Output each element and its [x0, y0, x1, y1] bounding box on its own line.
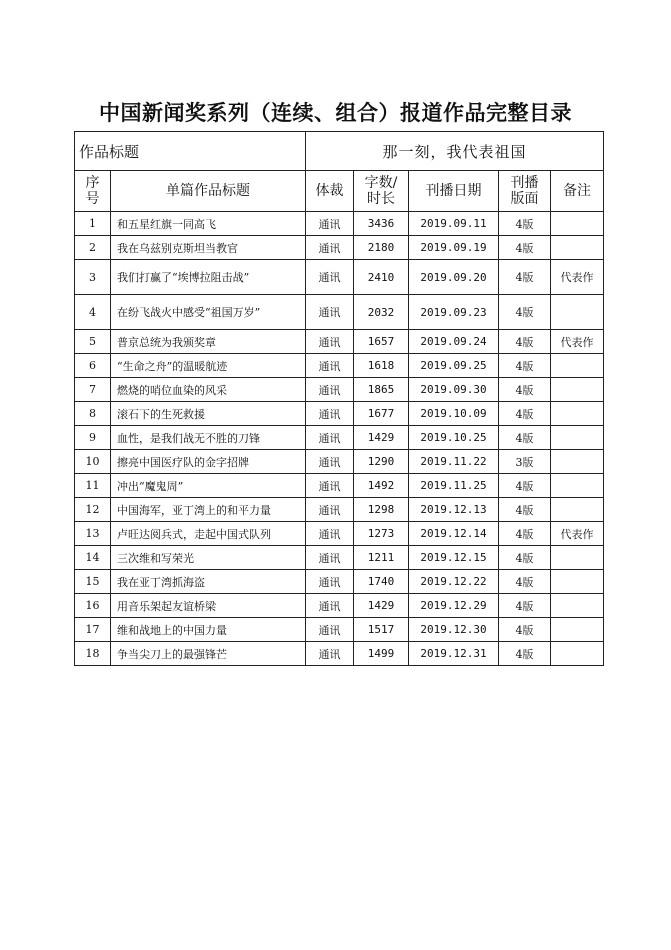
cell-page: 4版 [499, 330, 551, 354]
cell-note: 代表作 [551, 522, 604, 546]
col-header-page-line2: 版面 [510, 191, 539, 207]
cell-index: 7 [75, 378, 111, 402]
cell-genre: 通讯 [306, 570, 354, 594]
cell-index: 6 [75, 354, 111, 378]
cell-note [551, 594, 604, 618]
cell-page: 4版 [499, 474, 551, 498]
cell-title: 维和战地上的中国力量 [111, 618, 306, 642]
cell-note [551, 426, 604, 450]
table-row [75, 295, 604, 330]
cell-title: 在纷飞战火中感受“祖国万岁” [111, 295, 306, 330]
cell-date: 2019.09.19 [409, 236, 499, 260]
col-header-index-line2: 号 [85, 191, 100, 207]
cell-page: 4版 [499, 618, 551, 642]
cell-length: 1429 [354, 594, 409, 618]
column-header-row [75, 171, 604, 212]
cell-index: 11 [75, 474, 111, 498]
cell-date: 2019.12.14 [409, 522, 499, 546]
table-row [75, 450, 604, 474]
cell-note [551, 642, 604, 666]
cell-page: 4版 [499, 260, 551, 295]
cell-genre: 通讯 [306, 295, 354, 330]
cell-index: 17 [75, 618, 111, 642]
cell-date: 2019.09.30 [409, 378, 499, 402]
cell-note [551, 236, 604, 260]
col-header-length-line1: 字数/ [364, 175, 398, 191]
cell-page: 4版 [499, 295, 551, 330]
cell-index: 1 [75, 212, 111, 236]
col-header-index [75, 171, 111, 212]
cell-title: 中国海军，亚丁湾上的和平力量 [111, 498, 306, 522]
cell-note [551, 498, 604, 522]
cell-length: 1290 [354, 450, 409, 474]
cell-date: 2019.12.31 [409, 642, 499, 666]
cell-genre: 通讯 [306, 378, 354, 402]
cell-note [551, 354, 604, 378]
cell-page: 4版 [499, 642, 551, 666]
cell-title: 卢旺达阅兵式，走起中国式队列 [111, 522, 306, 546]
cell-genre: 通讯 [306, 330, 354, 354]
cell-title: 我在亚丁湾抓海盗 [111, 570, 306, 594]
cell-index: 15 [75, 570, 111, 594]
cell-title: 血性，是我们战无不胜的刀锋 [111, 426, 306, 450]
cell-date: 2019.12.22 [409, 570, 499, 594]
cell-length: 1273 [354, 522, 409, 546]
cell-genre: 通讯 [306, 546, 354, 570]
cell-genre: 通讯 [306, 402, 354, 426]
cell-length: 2410 [354, 260, 409, 295]
cell-title: 三次维和写荣光 [111, 546, 306, 570]
cell-title: 争当尖刀上的最强锋芒 [111, 642, 306, 666]
cell-length: 1517 [354, 618, 409, 642]
cell-title: 擦亮中国医疗队的金字招牌 [111, 450, 306, 474]
document-title: 中国新闻奖系列（连续、组合）报道作品完整目录 [99, 101, 572, 125]
cell-page: 4版 [499, 354, 551, 378]
cell-page: 4版 [499, 570, 551, 594]
cell-date: 2019.10.09 [409, 402, 499, 426]
cell-note [551, 378, 604, 402]
table-row [75, 402, 604, 426]
cell-note [551, 474, 604, 498]
table-row [75, 354, 604, 378]
cell-length: 1865 [354, 378, 409, 402]
cell-length: 1211 [354, 546, 409, 570]
work-title-row [75, 132, 604, 171]
col-header-title: 单篇作品标题 [111, 171, 306, 212]
cell-index: 5 [75, 330, 111, 354]
cell-title: “生命之舟”的温暖航迹 [111, 354, 306, 378]
cell-genre: 通讯 [306, 354, 354, 378]
cell-page: 4版 [499, 546, 551, 570]
cell-title: 冲出“魔鬼周” [111, 474, 306, 498]
cell-length: 1499 [354, 642, 409, 666]
col-header-date: 刊播日期 [409, 171, 499, 212]
cell-title: 滚石下的生死救援 [111, 402, 306, 426]
col-header-page-line1: 刊播 [510, 175, 539, 191]
cell-genre: 通讯 [306, 474, 354, 498]
cell-note [551, 402, 604, 426]
col-header-index-line1: 序 [85, 175, 100, 191]
cell-genre: 通讯 [306, 450, 354, 474]
col-header-length [354, 171, 409, 212]
cell-index: 2 [75, 236, 111, 260]
cell-genre: 通讯 [306, 498, 354, 522]
cell-genre: 通讯 [306, 426, 354, 450]
table-row [75, 330, 604, 354]
cell-date: 2019.11.22 [409, 450, 499, 474]
cell-note [551, 450, 604, 474]
cell-date: 2019.09.11 [409, 212, 499, 236]
cell-date: 2019.11.25 [409, 474, 499, 498]
cell-note [551, 546, 604, 570]
cell-date: 2019.12.29 [409, 594, 499, 618]
table-row [75, 522, 604, 546]
cell-note [551, 618, 604, 642]
table-row [75, 642, 604, 666]
cell-title: 燃烧的哨位血染的风采 [111, 378, 306, 402]
cell-page: 4版 [499, 498, 551, 522]
cell-index: 12 [75, 498, 111, 522]
cell-title: 我们打赢了“埃博拉阻击战” [111, 260, 306, 295]
cell-index: 8 [75, 402, 111, 426]
cell-length: 1298 [354, 498, 409, 522]
cell-index: 16 [75, 594, 111, 618]
cell-index: 13 [75, 522, 111, 546]
cell-page: 4版 [499, 594, 551, 618]
cell-note [551, 570, 604, 594]
cell-index: 3 [75, 260, 111, 295]
catalog-table [74, 131, 604, 666]
rows-body [75, 212, 604, 666]
cell-index: 9 [75, 426, 111, 450]
cell-title: 和五星红旗一同高飞 [111, 212, 306, 236]
table-row [75, 212, 604, 236]
cell-date: 2019.12.15 [409, 546, 499, 570]
cell-genre: 通讯 [306, 594, 354, 618]
table-row [75, 260, 604, 295]
cell-note: 代表作 [551, 260, 604, 295]
cell-length: 2180 [354, 236, 409, 260]
cell-genre: 通讯 [306, 260, 354, 295]
cell-page: 4版 [499, 402, 551, 426]
col-header-length-line2: 时长 [367, 191, 396, 207]
cell-length: 1492 [354, 474, 409, 498]
table-row [75, 378, 604, 402]
cell-note [551, 295, 604, 330]
cell-date: 2019.12.30 [409, 618, 499, 642]
cell-title: 普京总统为我颁奖章 [111, 330, 306, 354]
work-title-label: 作品标题 [75, 132, 306, 171]
cell-date: 2019.09.20 [409, 260, 499, 295]
table-row [75, 426, 604, 450]
cell-page: 4版 [499, 378, 551, 402]
cell-note: 代表作 [551, 330, 604, 354]
cell-index: 14 [75, 546, 111, 570]
cell-index: 4 [75, 295, 111, 330]
cell-genre: 通讯 [306, 618, 354, 642]
table-row [75, 618, 604, 642]
cell-length: 3436 [354, 212, 409, 236]
cell-date: 2019.09.23 [409, 295, 499, 330]
cell-length: 1618 [354, 354, 409, 378]
work-title-value: 那一刻，我代表祖国 [306, 132, 604, 171]
table-row [75, 474, 604, 498]
table-row [75, 498, 604, 522]
cell-length: 1657 [354, 330, 409, 354]
cell-date: 2019.12.13 [409, 498, 499, 522]
cell-page: 4版 [499, 522, 551, 546]
cell-genre: 通讯 [306, 236, 354, 260]
table-row [75, 570, 604, 594]
table-row [75, 236, 604, 260]
cell-index: 10 [75, 450, 111, 474]
cell-note [551, 212, 604, 236]
cell-length: 1740 [354, 570, 409, 594]
cell-index: 18 [75, 642, 111, 666]
cell-date: 2019.09.25 [409, 354, 499, 378]
col-header-note: 备注 [551, 171, 604, 212]
cell-length: 1429 [354, 426, 409, 450]
table-row [75, 546, 604, 570]
cell-page: 4版 [499, 426, 551, 450]
cell-page: 3版 [499, 450, 551, 474]
col-header-page [499, 171, 551, 212]
cell-title: 用音乐架起友谊桥梁 [111, 594, 306, 618]
table-row [75, 594, 604, 618]
col-header-genre: 体裁 [306, 171, 354, 212]
cell-genre: 通讯 [306, 522, 354, 546]
cell-date: 2019.10.25 [409, 426, 499, 450]
cell-length: 1677 [354, 402, 409, 426]
cell-date: 2019.09.24 [409, 330, 499, 354]
cell-title: 我在乌兹别克斯坦当教官 [111, 236, 306, 260]
cell-genre: 通讯 [306, 642, 354, 666]
cell-page: 4版 [499, 236, 551, 260]
cell-length: 2032 [354, 295, 409, 330]
cell-page: 4版 [499, 212, 551, 236]
cell-genre: 通讯 [306, 212, 354, 236]
